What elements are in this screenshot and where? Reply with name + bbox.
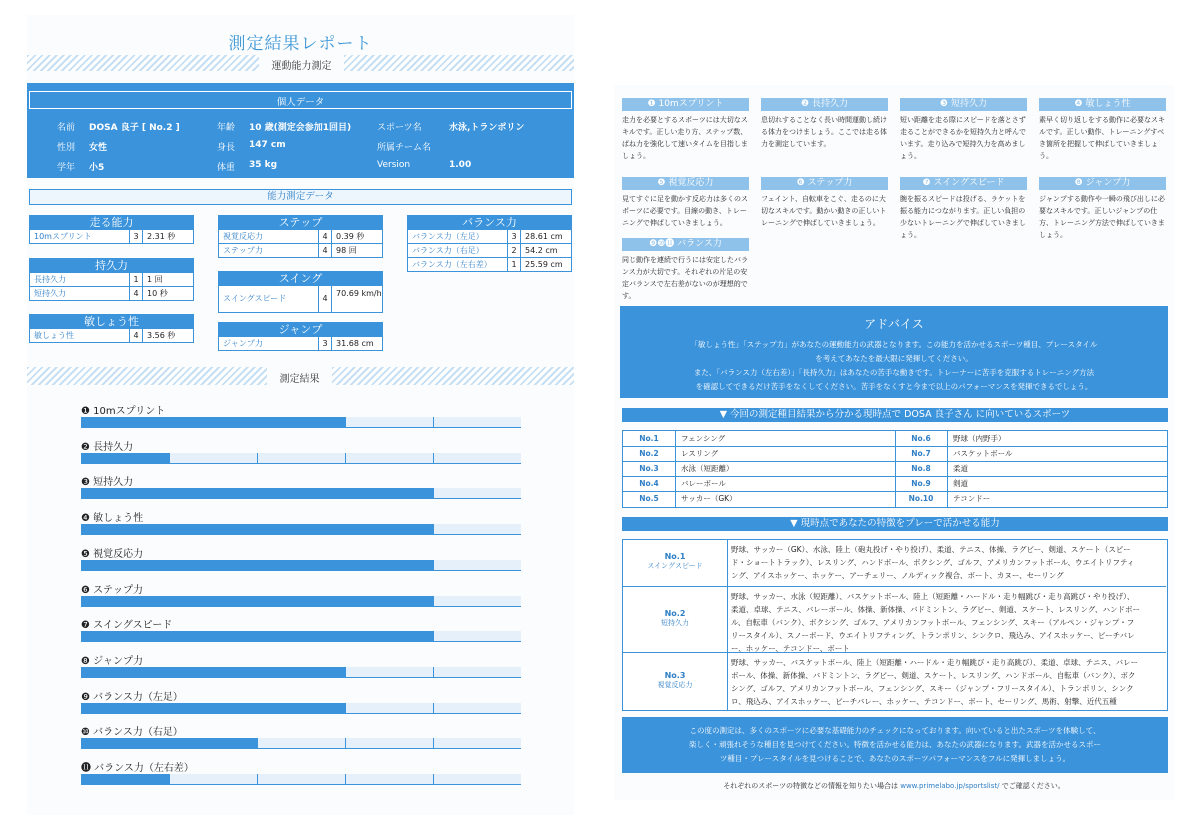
result-bar-tick — [345, 738, 346, 749]
personal-data-header: 個人データ — [276, 97, 325, 108]
field-label: 性別 — [57, 143, 76, 153]
result-bar-fill — [81, 453, 169, 463]
footer-prefix: それぞれのスポーツの特徴などの情報を知りたい場合は — [723, 782, 898, 790]
card-text: 見てすぐに足を動かす反応力は多くのスポーツに必要です。目線の動き、トレーニングで伸ばしていきましょう。 — [622, 195, 748, 227]
sport-rank: No.9 — [911, 479, 931, 488]
sport-rank: No.6 — [911, 434, 931, 443]
result-bar-tick — [257, 774, 258, 785]
result-bar-tick — [433, 560, 434, 571]
row-name: 敏しょう性 — [34, 331, 74, 340]
hatch-band — [27, 55, 259, 71]
result-bar-tick — [345, 417, 346, 428]
ability-label — [623, 587, 728, 653]
row-value: 10 秒 — [142, 287, 193, 300]
result-bar-tick — [169, 488, 170, 499]
table-row — [29, 287, 194, 301]
row-value: 28.61 cm — [520, 230, 571, 243]
row-score: 1 — [507, 258, 520, 271]
footer-suffix: でご確認ください。 — [999, 782, 1065, 790]
ability-sports-line: ー、ホッケー、テコンドー、ボート — [731, 644, 850, 653]
ability-card — [622, 177, 749, 229]
result-bar-tick — [257, 560, 258, 571]
result-bar-tick — [345, 488, 346, 499]
table-running — [29, 215, 194, 244]
table-balance — [407, 215, 572, 272]
table-divider — [947, 431, 948, 507]
sport-name: バレーボール — [681, 479, 726, 488]
hatch-band — [344, 55, 574, 71]
row-score: 3 — [129, 230, 142, 243]
advice-title: アドバイス — [864, 317, 924, 331]
ability-card — [622, 98, 749, 162]
result-bar-tick — [257, 738, 258, 749]
card-title: ❸ 短持久力 — [900, 98, 1027, 111]
table-row — [218, 244, 383, 258]
row-value: 2.31 秒 — [142, 230, 193, 243]
ability-rank: No.1 — [664, 552, 686, 561]
result-bar-tick — [433, 774, 434, 785]
ability-row — [623, 652, 1166, 711]
sport-name: バスケットボール — [953, 449, 1013, 458]
field-label: Version — [377, 160, 411, 170]
result-bar-tick — [345, 453, 346, 464]
ability-sports-line: ル、自転車（バンク）、ボクシング、ゴルフ、アメリカンフットボール、フェンシング、スキー（アルペン・ジャンプ・フ — [731, 618, 1135, 627]
card-text: 短い距離を走る際にスピードを落とさず走ることができるかを短持久力と呼んでいます。走り込みで短持久力を高めましょう。 — [900, 116, 1026, 160]
sport-rank: No.8 — [911, 464, 931, 473]
row-score: 4 — [318, 244, 331, 257]
table-row — [407, 258, 572, 272]
row-score: 3 — [318, 337, 331, 350]
report-subtitle: 運動能力測定 — [271, 61, 332, 72]
result-bar-tick — [345, 524, 346, 535]
card-text: 同じ動作を連続で行うには安定したバランス力が大切です。それぞれの片足の安定バランスで左右差がないのが理想的です。 — [622, 256, 748, 300]
sport-rank: No.4 — [639, 479, 659, 488]
result-bar-tick — [433, 524, 434, 535]
table-row — [29, 230, 194, 244]
result-bar-fill — [81, 417, 345, 427]
row-name: 視覚反応力 — [223, 232, 263, 241]
result-bar-tick — [169, 560, 170, 571]
table-row — [407, 244, 572, 258]
result-bar-track — [81, 703, 521, 714]
card-text: 息切れすることなく長い時間運動し続ける体力をつけましょう。ここでは走る体力を測定しています。 — [761, 116, 887, 148]
result-label: ⓫ バランス力（左右差） — [81, 763, 194, 774]
sport-rank: No.5 — [639, 494, 659, 503]
result-bar-tick — [257, 667, 258, 678]
ability-sports-line: リースタイル）、スノーボード、ウエイトリフティング、トランポリン、シンクロ、飛込み、アイスホッケー、ビーチバレ — [731, 631, 1135, 640]
table-title: ジャンプ — [218, 322, 383, 337]
table-row — [407, 230, 572, 244]
field-label: 所属チーム名 — [377, 143, 432, 153]
result-bar-fill — [81, 774, 169, 784]
ability-sports — [731, 590, 1160, 655]
sport-rank: No.10 — [908, 494, 934, 503]
ability-sports-line: ボール、体操、新体操、バドミントン、ラグビー、剣道、スケート、レスリング、ハンドボール、自転車（バンク）、ボク — [731, 671, 1136, 680]
row-name: ステップ力 — [223, 246, 263, 255]
row-score: 1 — [129, 273, 142, 286]
card-text: ジャンプする動作や一瞬の飛び出しに必要なスキルです。正しいジャンプの仕方、トレーニング方法で伸ばしていきましょう。 — [1039, 195, 1165, 239]
sports-table — [622, 430, 1168, 508]
result-bar-tick — [345, 596, 346, 607]
ability-row — [623, 540, 1166, 586]
card-title: ❹ 敏しょう性 — [1039, 98, 1166, 111]
sport-name: サッカー（GK） — [681, 494, 737, 503]
card-text: フェイント、自転車をこぐ、走るのに大切なスキルです。動かい動きの正しいトレーニングで伸ばしていきましょう。 — [761, 195, 887, 227]
table-swing — [218, 271, 383, 313]
sport-name: テコンドー — [953, 494, 991, 503]
hatch-band — [332, 367, 574, 385]
field-label: スポーツ名 — [377, 123, 422, 133]
ability-sports — [731, 543, 1160, 582]
personal-data-panel — [27, 83, 574, 178]
card-title: ❺ 視覚反応力 — [622, 177, 749, 190]
row-name: バランス力（右足） — [412, 246, 484, 255]
sport-rank: No.1 — [639, 434, 659, 443]
field-value: 1.00 — [449, 160, 472, 170]
row-score: 4 — [129, 329, 142, 342]
result-label: ❼ スイングスピード — [81, 620, 173, 632]
result-bar-tick — [169, 774, 170, 785]
card-title: ❼ スイングスピード — [900, 177, 1027, 190]
sport-name: 剣道 — [953, 479, 968, 488]
footer-note — [614, 781, 1174, 791]
result-bar-fill — [81, 667, 345, 677]
ability-row — [623, 586, 1166, 653]
row-score: 4 — [318, 230, 331, 243]
row-name: ジャンプ力 — [223, 339, 263, 348]
ability-rank: No.2 — [664, 609, 686, 618]
card-text: 腕を振るスピードは投げる、ラケットを振る能力につながります。正しい負担の少ないトレーニングで伸ばしていきましょう。 — [900, 195, 1026, 239]
table-title: スイング — [218, 271, 383, 286]
ability-sports-line: 野球、サッカー（GK）、水泳、陸上（砲丸投げ・やり投げ）、柔道、テニス、体操、ラグビー、剣道、スケート（スピー — [731, 545, 1131, 554]
field-label: 名前 — [57, 123, 76, 133]
closing-line: この度の測定は、多くのスポーツに必要な基礎能力のチェックになっております。向いていると出たスポーツを体験して、 — [689, 726, 1101, 735]
ability-card — [1039, 177, 1166, 241]
result-bar-tick — [433, 667, 434, 678]
result-bar-tick — [433, 631, 434, 642]
result-label: ❹ 敏しょう性 — [81, 513, 144, 525]
advice-line: を考えてあなたを最大限に発揮してください。 — [815, 354, 973, 363]
advice-line: を確認してできるだけ苦手をなくしてください。苦手をなくすと今まで以上のパフォーマンスを発揮できるでしょう。 — [695, 382, 1093, 391]
sport-name: 水泳（短距離） — [681, 464, 734, 473]
sport-name: 柔道 — [953, 464, 968, 473]
field-value: 147 cm — [249, 140, 286, 150]
ability-sports-line: 柔道、卓球、テニス、バレーボール、体操、新体操、バドミントン、ラグビー、剣道、スケート、レスリング、ハンドボー — [731, 605, 1140, 614]
result-bar-tick — [257, 488, 258, 499]
result-label: ❸ 短持久力 — [81, 477, 134, 489]
field-value: DOSA 良子 [ No.2 ] — [89, 123, 180, 133]
result-bar-tick — [169, 453, 170, 464]
field-value: 女性 — [89, 143, 108, 153]
table-agility — [29, 314, 194, 343]
table-title: 持久力 — [29, 258, 194, 273]
sport-rank: No.7 — [911, 449, 931, 458]
advice-line: 「敏しょう性」「ステップ力」があなたの運動能力の武器となります。この能力を活かせるスポーツ種目、プレースタイル — [690, 340, 1098, 349]
result-bar-track — [81, 596, 521, 607]
result-bar-track — [81, 667, 521, 678]
field-label: 年齢 — [217, 123, 236, 133]
result-bar-tick — [257, 596, 258, 607]
card-text: 走力を必要とするスポーツには大切なスキルです。正しい走り方、ステップ数、ばね力を強化して速いタイムを目指しましょう。 — [622, 116, 748, 160]
field-value: 35 kg — [249, 160, 278, 170]
row-value: 1 回 — [142, 273, 193, 286]
row-value: 31.68 cm — [331, 337, 382, 350]
footer-link[interactable]: www.primelabo.jp/sportslist/ — [900, 782, 1000, 790]
result-label: ❾ バランス力（左足） — [81, 691, 183, 703]
result-bar-tick — [433, 703, 434, 714]
result-bar-tick — [169, 667, 170, 678]
result-bar-tick — [345, 631, 346, 642]
result-bar-track — [81, 631, 521, 642]
field-value: 水泳,トランポリン — [449, 123, 525, 133]
ability-card — [761, 98, 888, 150]
table-row — [218, 230, 383, 244]
result-label: ❺ 視覚反応力 — [81, 548, 144, 560]
result-bar-tick — [433, 417, 434, 428]
result-bar-track — [81, 560, 521, 571]
ability-label — [623, 653, 728, 711]
result-bar-track — [81, 774, 521, 785]
ability-data-header: 能力測定データ — [29, 189, 572, 205]
result-bar-tick — [257, 453, 258, 464]
table-title: 敏しょう性 — [29, 314, 194, 329]
row-value: 70.69 km/h — [331, 286, 382, 312]
ability-sports — [731, 656, 1160, 708]
table-row — [29, 329, 194, 343]
row-value: 25.59 cm — [520, 258, 571, 271]
table-row — [29, 273, 194, 287]
sport-rank: No.3 — [639, 464, 659, 473]
result-bar-tick — [257, 631, 258, 642]
sports-title: ▼ 今回の測定種目結果から分かる現時点で DOSA 良子さん に向いているスポーツ — [622, 408, 1168, 422]
result-bar-track — [81, 524, 521, 535]
result-bar-track — [81, 453, 521, 464]
closing-line: 楽しく・頑張れそうな種目を見つけてください。特徴を活かせる能力は、あなたの武器になります。武器を活かせるスポー — [689, 740, 1101, 749]
result-bar-track — [81, 488, 521, 499]
result-bar-tick — [169, 738, 170, 749]
row-value: 0.39 秒 — [331, 230, 382, 243]
row-value: 98 回 — [331, 244, 382, 257]
result-bar-tick — [345, 703, 346, 714]
result-bar-tick — [257, 524, 258, 535]
sport-name: フェンシング — [681, 434, 726, 443]
table-divider — [675, 431, 676, 507]
result-bar-tick — [169, 417, 170, 428]
table-endurance — [29, 258, 194, 301]
result-bar-tick — [433, 453, 434, 464]
row-score: 2 — [507, 244, 520, 257]
row-score: 4 — [318, 286, 331, 312]
ability-rank: No.3 — [664, 671, 686, 680]
advice-line: また、「バランス力（左右差）」「長持久力」はあなたの苦手な動きです。トレーナーに苦手を克服するトレーニング方法 — [693, 368, 1095, 377]
right-page — [614, 85, 1174, 800]
abilities-table — [622, 539, 1168, 711]
row-name: バランス力（左足） — [412, 232, 484, 241]
ability-name: 短持久力 — [661, 619, 689, 627]
ability-card — [900, 98, 1027, 162]
result-bar-tick — [169, 631, 170, 642]
closing-panel — [622, 717, 1168, 773]
result-label: ❶ 10mスプリント — [81, 406, 166, 417]
row-value: 3.56 秒 — [142, 329, 193, 342]
ability-card — [900, 177, 1027, 241]
ability-sports-line: ング、アイスホッケー、ホッケー、アーチェリー、ノルディック複合、ボート、カヌー、セーリング — [731, 571, 1064, 580]
result-bar-fill — [81, 703, 345, 713]
report-title: 測定結果レポート — [228, 34, 373, 54]
ability-label — [623, 540, 728, 586]
result-bar-tick — [257, 703, 258, 714]
results-header: 測定結果 — [279, 374, 320, 385]
field-label: 学年 — [57, 163, 76, 173]
ability-title: ▼ 現時点であなたの特徴をプレーで活かせる能力 — [622, 517, 1168, 531]
ability-sports-line: 野球、サッカー、バスケットボール、陸上（短距離・ハードル・走り幅跳び・走り高跳び）、柔道、卓球、テニス、バレー — [731, 658, 1139, 667]
ability-sports-line: ロ、飛込み、アイスホッケー、ビーチバレー、ホッケー、テコンドー、ボート、セーリング、馬術、射撃、近代五種 — [731, 697, 1117, 706]
table-row — [218, 286, 383, 313]
ability-sports-line: シング、ゴルフ、アメリカンフットボール、フェンシング、スキー（ジャンプ・フリースタイル）、トランポリン、シンク — [731, 684, 1134, 693]
table-step — [218, 215, 383, 258]
field-label: 身長 — [217, 143, 236, 153]
left-page — [27, 15, 574, 815]
row-name: スイングスピード — [223, 294, 287, 303]
result-bar-tick — [433, 596, 434, 607]
result-bar-tick — [345, 667, 346, 678]
row-score: 3 — [507, 230, 520, 243]
ability-card — [622, 238, 749, 302]
result-label: ❽ ジャンプ力 — [81, 655, 143, 667]
sport-name: 野球（内野手） — [953, 434, 1006, 443]
row-value: 54.2 cm — [520, 244, 571, 257]
row-score: 4 — [129, 287, 142, 300]
result-bar-track — [81, 417, 521, 428]
result-label: ❿ バランス力（右足） — [81, 727, 183, 739]
ability-card — [1039, 98, 1166, 162]
card-title: ❷ 長持久力 — [761, 98, 888, 111]
table-row — [218, 337, 383, 351]
ability-card — [761, 177, 888, 229]
table-title: バランス力 — [407, 215, 572, 230]
table-jump — [218, 322, 383, 351]
ability-sports-line: 野球、サッカー、水泳（短距離）、バスケットボール、陸上（短距離・ハードル・走り幅跳び・走り高跳び・やり投げ）、 — [731, 592, 1135, 601]
result-bar-tick — [345, 774, 346, 785]
card-title: ❻ ステップ力 — [761, 177, 888, 190]
result-bar-tick — [169, 596, 170, 607]
card-title: ❽ ジャンプ力 — [1039, 177, 1166, 190]
row-name: 長持久力 — [34, 275, 66, 284]
row-name: バランス力（左右差） — [412, 260, 492, 269]
result-bar-tick — [433, 738, 434, 749]
closing-line: ツ種目・プレースタイルを見つけることで、あなたのスポーツパフォーマンスをフルに発揮しましょう。 — [719, 754, 1071, 763]
card-title: ❾❿⓫ バランス力 — [622, 238, 749, 251]
row-name: 短持久力 — [34, 289, 66, 298]
result-label: ❻ ステップ力 — [81, 584, 143, 596]
card-title: ❶ 10mスプリント — [622, 98, 749, 111]
ability-name: 視覚反応力 — [657, 681, 693, 689]
table-title: 走る能力 — [29, 215, 194, 230]
result-bar-tick — [169, 524, 170, 535]
field-label: 体重 — [217, 163, 236, 173]
result-bar-track — [81, 738, 521, 749]
result-label: ❷ 長持久力 — [81, 441, 134, 453]
result-bar-tick — [169, 703, 170, 714]
ability-name: スイングスピード — [647, 562, 703, 570]
result-bar-tick — [433, 488, 434, 499]
ability-sports-line: ド・ショートトラック）、レスリング、ハンドボール、ボクシング、ゴルフ、アメリカンフットボール、ウエイトリフティ — [731, 558, 1135, 567]
hatch-band — [27, 367, 267, 385]
row-name: 10mスプリント — [34, 232, 92, 241]
result-bar-tick — [257, 417, 258, 428]
result-bar-tick — [345, 560, 346, 571]
sport-name: レスリング — [681, 449, 719, 458]
sport-rank: No.2 — [639, 449, 659, 458]
advice-panel — [620, 306, 1168, 398]
field-value: 10 歳(測定会参加1回目) — [249, 123, 352, 133]
table-title: ステップ — [218, 215, 383, 230]
field-value: 小5 — [89, 163, 105, 173]
card-text: 素早く切り返しをする動作に必要なスキルです。正しい動作、トレーニングすべき箇所を把握して伸ばしていきましょう。 — [1039, 116, 1165, 160]
